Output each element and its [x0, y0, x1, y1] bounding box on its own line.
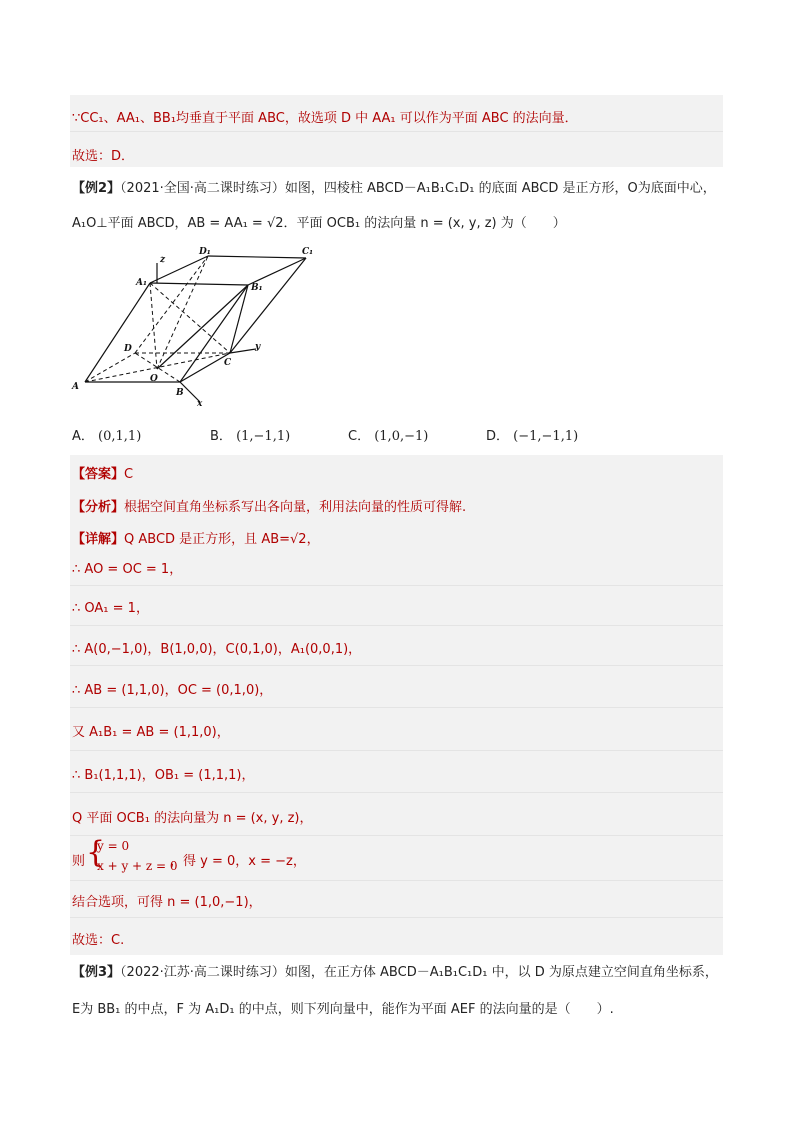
prism-figure — [68, 245, 328, 410]
divider — [70, 917, 723, 918]
example2-line2: A₁O⊥平面 ABCD，AB = AA₁ = √2．平面 OCB₁ 的法向量 n = (x, y, z) 为（ ） — [72, 216, 566, 231]
label-B1: B₁ — [251, 283, 263, 293]
label-C1: C₁ — [302, 247, 314, 257]
segment-CB1 — [230, 285, 248, 353]
combine-line: 结合选项，可得 n = (1,0,−1)， — [72, 895, 262, 910]
divider — [70, 625, 723, 626]
edge-D1A1 — [150, 256, 208, 283]
top-answer-line: 故选：D． — [72, 149, 135, 164]
edge-C1D1 — [208, 256, 306, 258]
edge-A1B1 — [150, 283, 248, 285]
example3-stem-1: 如图，在正方体 ABCD－A₁B₁C₁D₁ 中，以 D 为原点建立空间直角坐标系， — [284, 965, 718, 980]
option-c[interactable] — [348, 425, 428, 444]
detail-text-0: Q ABCD 是正方形，且 AB=√2， — [124, 532, 320, 547]
label-B: B — [176, 388, 184, 398]
edge-AA1 — [85, 283, 150, 382]
divider — [70, 707, 723, 708]
option-a[interactable] — [72, 425, 141, 444]
edge-BB1 — [180, 285, 248, 382]
detail-line-6: ∴ B₁(1,1,1)，OB₁ = (1,1,1)， — [72, 768, 255, 783]
option-b[interactable] — [210, 425, 290, 444]
example2-stem-1: 如图，四棱柱 ABCD－A₁B₁C₁D₁ 的底面 ABCD 是正方形，O为底面中心， — [284, 181, 716, 196]
analysis-line — [72, 496, 466, 515]
example3-source: （2022·江苏·高二课时练习） — [120, 965, 285, 980]
detail-tag: 【详解】 — [72, 532, 125, 547]
detail-line-0 — [72, 528, 320, 547]
label-y: y — [255, 342, 261, 352]
edge-B1C1 — [248, 258, 306, 285]
detail-line-1: ∴ AO = OC = 1， — [72, 562, 183, 577]
label-D: D — [124, 344, 132, 354]
label-O: O — [150, 374, 158, 384]
label-z: z — [160, 255, 166, 265]
divider — [70, 880, 723, 881]
option-b-letter: B． — [210, 429, 232, 444]
edge-AD — [85, 353, 135, 382]
example3-line2: E为 BB₁ 的中点，F 为 A₁D₁ 的中点，则下列向量中，能作为平面 AEF 的法向量的是（ ）. — [72, 1002, 614, 1017]
top-reasoning-line: ∵CC₁、AA₁、BB₁均垂直于平面 ABC，故选项 D 中 AA₁ 可以作为平面 ABC 的法向量． — [72, 111, 578, 126]
answer-tag: 【答案】 — [72, 467, 125, 482]
example2-tag: 【例2】 — [72, 181, 121, 196]
segment-A1C — [150, 283, 230, 353]
system-brace: { — [86, 835, 106, 870]
option-d-letter: D． — [486, 429, 510, 444]
detail-line-3: ∴ A(0,−1,0)，B(1,0,0)，C(0,1,0)，A₁(0,0,1)， — [72, 642, 362, 657]
example2-source: （2021·全国·高二课时练习） — [120, 181, 285, 196]
divider — [70, 585, 723, 586]
answer-line — [72, 463, 133, 482]
label-D1: D₁ — [199, 247, 211, 257]
option-a-letter: A． — [72, 429, 94, 444]
option-d-value: (−1,−1,1) — [513, 429, 579, 444]
detail-line-5: 又 A₁B₁ = AB = (1,1,0)， — [72, 725, 230, 740]
divider — [70, 835, 723, 836]
edge-CC1 — [230, 258, 306, 353]
detail-line-2: ∴ OA₁ = 1， — [72, 601, 149, 616]
segment-OB1 — [157, 285, 248, 369]
detail-line-4: ∴ AB = (1,1,0)，OC = (0,1,0)， — [72, 683, 273, 698]
system-eq2: x + y + z = 0 — [97, 859, 178, 873]
label-C: C — [224, 358, 232, 368]
final-line: 故选：C. — [72, 933, 125, 948]
edge-DD1 — [135, 256, 208, 353]
y-axis — [230, 349, 256, 353]
detail-line-7: Q 平面 OCB₁ 的法向量为 n = (x, y, z)， — [72, 811, 313, 826]
option-a-value: (0,1,1) — [98, 429, 142, 444]
example3-line1 — [72, 961, 718, 980]
divider — [70, 750, 723, 751]
divider — [70, 792, 723, 793]
analysis-tag: 【分析】 — [72, 500, 125, 515]
label-x: x — [197, 399, 203, 409]
example3-tag: 【例3】 — [72, 965, 121, 980]
edge-BC — [180, 353, 230, 382]
option-d[interactable] — [486, 425, 578, 444]
option-b-value: (1,−1,1) — [236, 429, 291, 444]
analysis-text: 根据空间直角坐标系写出各向量，利用法向量的性质可得解. — [124, 500, 467, 515]
option-c-value: (1,0,−1) — [374, 429, 429, 444]
system-eq1: y = 0 — [97, 839, 130, 853]
system-prefix: 则 — [72, 854, 86, 869]
segment-A1O — [150, 283, 157, 369]
example2-line1 — [72, 177, 716, 196]
option-c-letter: C． — [348, 429, 371, 444]
system-suffix: ，得 y = 0，x = −z， — [170, 854, 306, 869]
answer-value: C — [124, 467, 134, 482]
label-A1: A₁ — [136, 278, 147, 288]
divider — [70, 665, 723, 666]
label-A: A — [72, 382, 79, 392]
divider — [70, 131, 723, 132]
